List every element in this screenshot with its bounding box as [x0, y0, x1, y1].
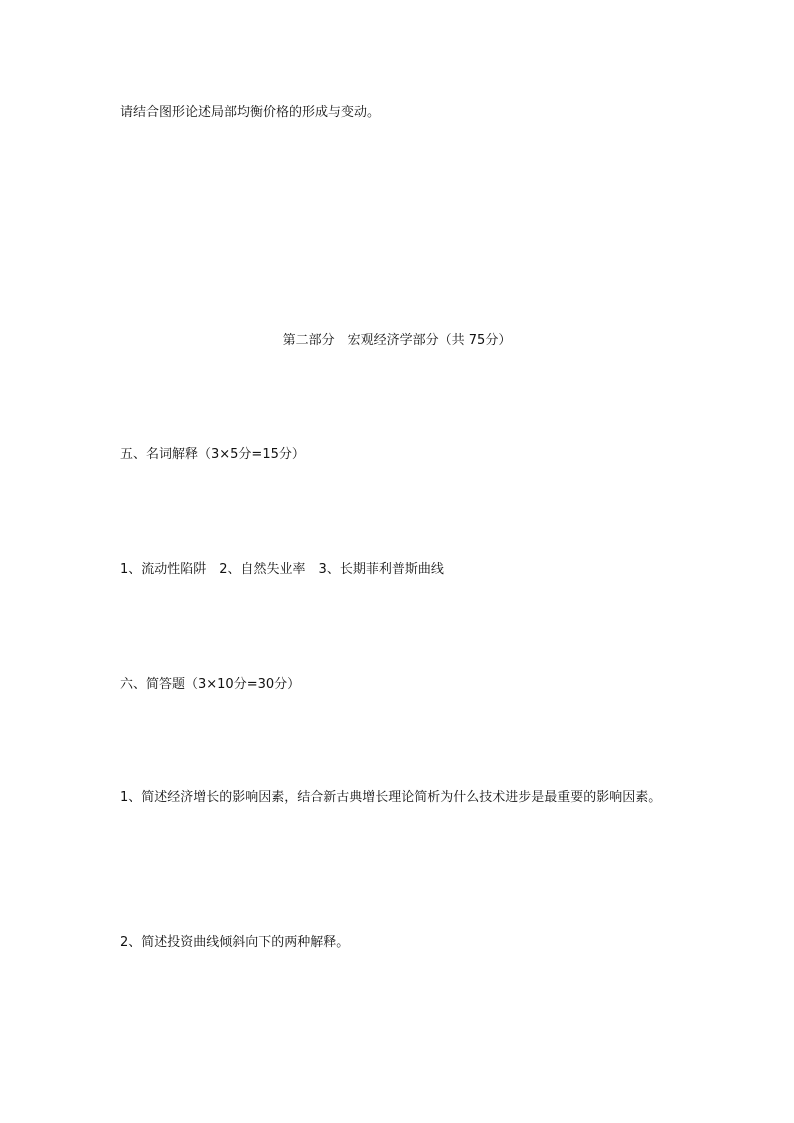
section-six-question-2: 2、简述投资曲线倾斜向下的两种解释。	[120, 935, 350, 950]
section-five-terms: 1、流动性陷阱 2、自然失业率 3、长期菲利普斯曲线	[120, 562, 444, 577]
micro-question: 请结合图形论述局部均衡价格的形成与变动。	[120, 105, 381, 120]
section-six-heading: 六、简答题（3×10分=30分）	[120, 677, 301, 692]
part-two-title: 第二部分 宏观经济学部分（共 75分）	[282, 333, 512, 348]
section-five-heading: 五、名词解释（3×5分=15分）	[120, 447, 305, 462]
section-six-question-1: 1、简述经济增长的影响因素，结合新古典增长理论简析为什么技术进步是最重要的影响因素。	[120, 790, 662, 805]
